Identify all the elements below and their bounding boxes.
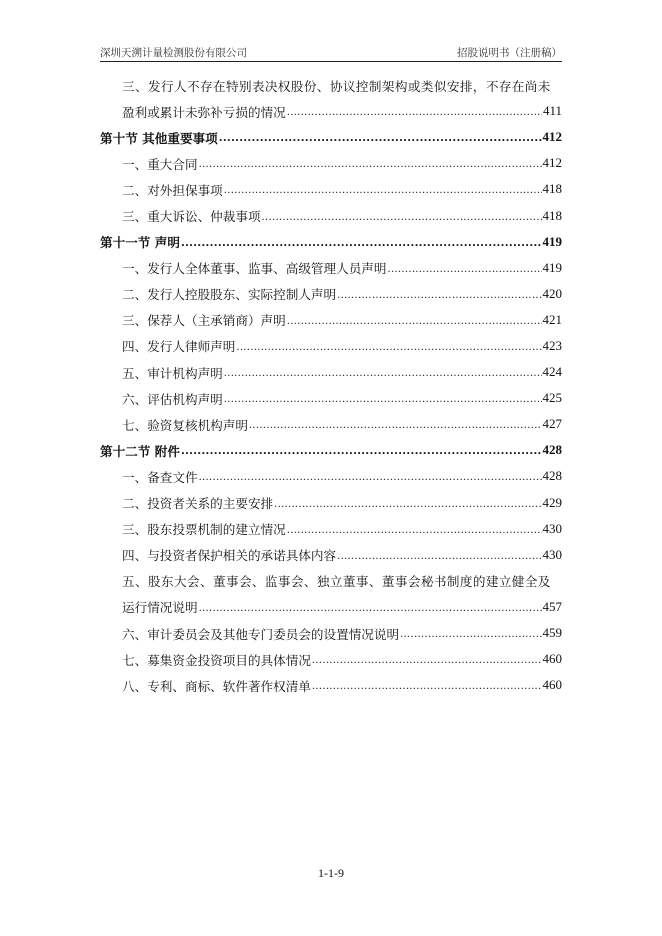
dot-leader [312, 678, 542, 692]
toc-entry[interactable] [100, 150, 562, 176]
toc-entry-text: 二、对外担保事项 [122, 182, 223, 198]
toc-entry[interactable] [100, 620, 562, 646]
toc-section-heading[interactable] [100, 437, 562, 463]
dot-leader [287, 104, 542, 118]
toc-page-number: 459 [542, 625, 562, 641]
toc-entry[interactable] [100, 359, 562, 385]
toc-page-number: 412 [542, 129, 562, 145]
toc-entry-line1[interactable] [100, 568, 562, 594]
toc-page-number: 419 [542, 259, 562, 275]
toc-entry[interactable] [100, 672, 562, 698]
toc-entry[interactable] [100, 202, 562, 228]
toc-entry-text: 二、发行人控股股东、实际控制人声明 [122, 287, 337, 303]
toc-page-number: 419 [542, 233, 562, 249]
toc-page-number: 430 [542, 546, 562, 562]
toc-section-heading[interactable] [100, 124, 562, 150]
toc-entry[interactable] [100, 176, 562, 202]
toc-entry-text: 四、与投资者保护相关的承诺具体内容 [122, 548, 337, 564]
toc-page-number: 425 [542, 390, 562, 406]
page-header [100, 44, 562, 62]
dot-leader [249, 417, 542, 431]
toc-entry[interactable] [100, 98, 562, 124]
toc-entry-text: 六、评估机构声明 [122, 391, 223, 407]
toc-entry-text: 三、保荐人（主承销商）声明 [122, 313, 286, 329]
toc-page-number: 460 [542, 677, 562, 693]
toc-section-heading[interactable] [100, 229, 562, 255]
header-company: 深圳天溯计量检测股份有限公司 [100, 47, 247, 59]
dot-leader [337, 287, 541, 301]
toc-entry-text: 七、验资复核机构声明 [122, 417, 248, 433]
toc-entry-text: 盈利或累计未弥补亏损的情况 [122, 104, 286, 120]
toc-entry-text: 第十节 其他重要事项 [100, 130, 218, 146]
toc-entry[interactable] [100, 255, 562, 281]
dot-leader [312, 652, 542, 666]
toc-entry[interactable] [100, 307, 562, 333]
toc-entry[interactable] [100, 333, 562, 359]
toc-entry-text: 二、投资者关系的主要安排 [122, 496, 274, 512]
toc-entry[interactable] [100, 411, 562, 437]
toc-page-number: 424 [542, 364, 562, 380]
dot-leader [199, 600, 542, 614]
dot-leader [236, 339, 541, 353]
dot-leader [387, 261, 541, 275]
toc-entry-text: 一、重大合同 [122, 156, 198, 172]
toc-page-number: 460 [542, 651, 562, 667]
toc-page-number: 429 [542, 494, 562, 510]
dot-leader [199, 156, 542, 170]
toc-entry-text: 五、股东大会、董事会、监事会、独立董事、董事会秘书制度的建立健全及 [122, 574, 551, 590]
toc-page-number: 428 [542, 468, 562, 484]
toc-entry-line1[interactable] [100, 72, 562, 98]
dot-leader [181, 235, 542, 249]
dot-leader [219, 130, 542, 144]
toc-page-number: 428 [542, 442, 562, 458]
toc-page-number: 411 [542, 103, 562, 119]
toc-page-number: 421 [542, 311, 562, 327]
toc-entry[interactable] [100, 516, 562, 542]
toc-page-number: 412 [542, 155, 562, 171]
toc-entry-text: 一、发行人全体董事、监事、高级管理人员声明 [122, 261, 387, 277]
dot-leader [181, 443, 542, 457]
toc-entry[interactable] [100, 542, 562, 568]
toc-page-number: 427 [542, 416, 562, 432]
toc-entry[interactable] [100, 463, 562, 489]
dot-leader [287, 522, 542, 536]
dot-leader [224, 182, 542, 196]
toc-entry-text: 三、重大诉讼、仲裁事项 [122, 209, 261, 225]
toc-page-number: 457 [542, 598, 562, 614]
toc-entry-text: 六、审计委员会及其他专门委员会的设置情况说明 [122, 626, 400, 642]
dot-leader [337, 548, 541, 562]
toc-page-number: 420 [542, 285, 562, 301]
dot-leader [199, 469, 542, 483]
dot-leader [287, 313, 542, 327]
page-number: 1-1-9 [318, 866, 344, 880]
toc-entry-text: 三、股东投票机制的建立情况 [122, 522, 286, 538]
toc-entry-text: 八、专利、商标、软件著作权清单 [122, 678, 311, 694]
toc-page-number: 418 [542, 207, 562, 223]
toc-page-number: 430 [542, 520, 562, 536]
toc-page-number: 418 [542, 181, 562, 197]
toc-entry[interactable] [100, 490, 562, 516]
toc-entry-text: 运行情况说明 [122, 600, 198, 616]
toc-entry-text: 五、审计机构声明 [122, 365, 223, 381]
toc-entry[interactable] [100, 385, 562, 411]
dot-leader [224, 365, 542, 379]
header-doc-title: 招股说明书（注册稿） [457, 47, 562, 59]
toc-entry[interactable] [100, 281, 562, 307]
toc-entry-text: 第十一节 声明 [100, 235, 180, 251]
toc-entry-text: 第十二节 附件 [100, 443, 180, 459]
toc-entry[interactable] [100, 646, 562, 672]
toc-entry-text: 七、募集资金投资项目的具体情况 [122, 652, 311, 668]
toc-entry-text: 一、备查文件 [122, 469, 198, 485]
dot-leader [400, 626, 541, 640]
table-of-contents [100, 72, 562, 698]
dot-leader [224, 391, 542, 405]
toc-entry[interactable] [100, 594, 562, 620]
dot-leader [262, 209, 542, 223]
toc-entry-text: 四、发行人律师声明 [122, 339, 236, 355]
dot-leader [274, 496, 541, 510]
toc-page-number: 423 [542, 337, 562, 353]
toc-entry-text: 三、发行人不存在特别表决权股份、协议控制架构或类似安排，不存在尚未 [122, 78, 551, 94]
